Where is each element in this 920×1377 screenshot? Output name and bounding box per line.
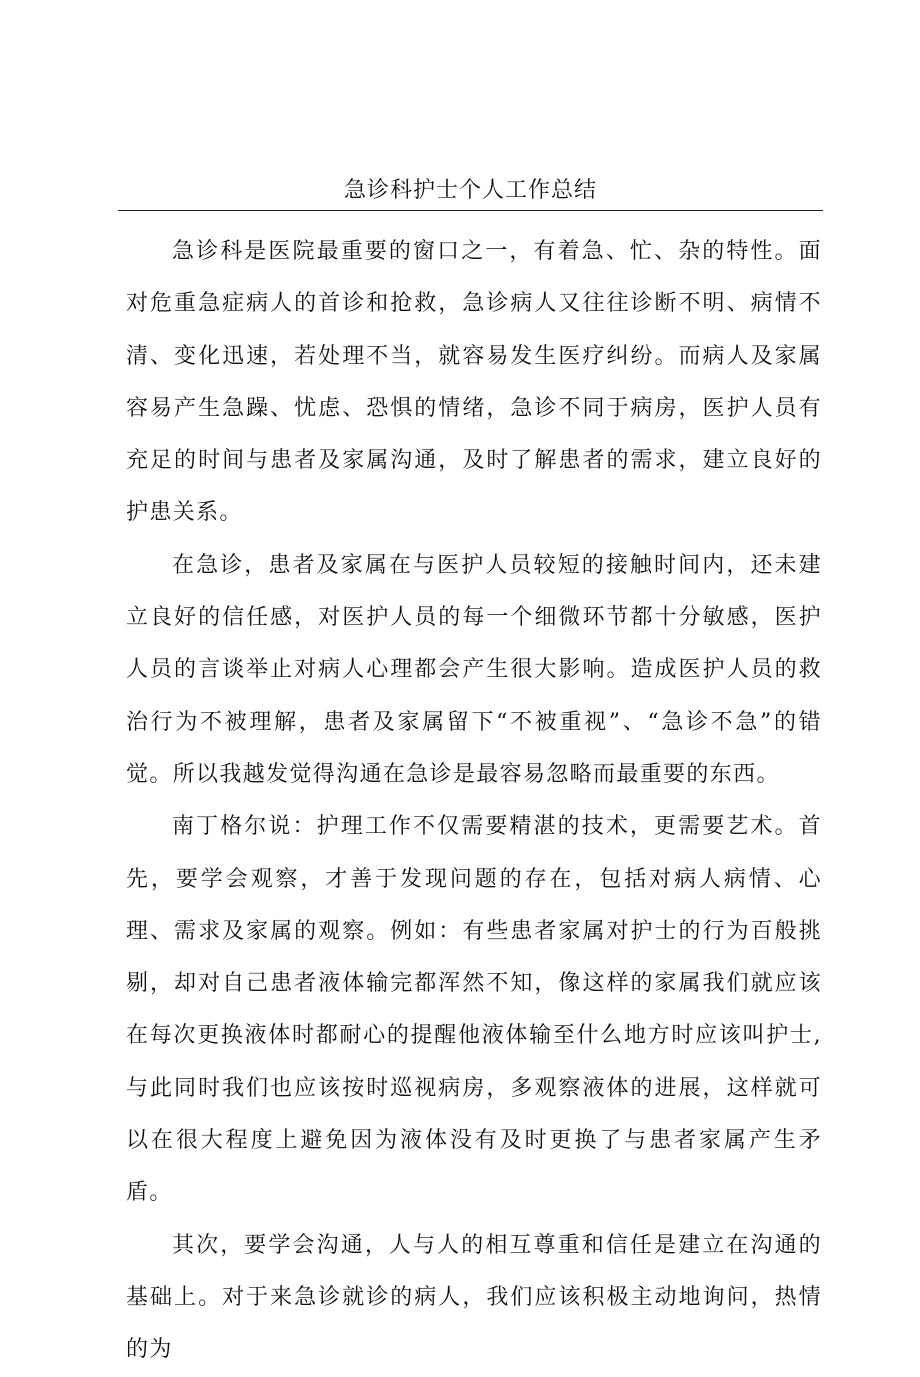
paragraph-2: 在急诊，患者及家属在与医护人员较短的接触时间内，还未建立良好的信任感，对医护人员的每一个细微环节都十分敏感，医护人员的言谈举止对病人心理都会产生很大影响。造成医护人员的救治行为不被理解，患者及家属留下“不被重视”、“急诊不急”的错觉。所以我越发觉得沟通在急诊是最容易忽略而最重要的东西。	[126, 552, 822, 787]
paragraph-1: 急诊科是医院最重要的窗口之一，有着急、忙、杂的特性。面对危重急症病人的首诊和抢救，急诊病人又往往诊断不明、病情不清、变化迅速，若处理不当，就容易发生医疗纠纷。而病人及家属容易产生急躁、忧虑、恐惧的情绪，急诊不同于病房，医护人员有充足的时间与患者及家属沟通，及时了解患者的需求，建立良好的护患关系。	[126, 239, 822, 526]
paragraph-3: 南丁格尔说：护理工作不仅需要精湛的技术，更需要艺术。首先，要学会观察，才善于发现问题的存在，包括对病人病情、心理、需求及家属的观察。例如：有些患者家属对护士的行为百般挑剔，却对自己患者液体输完都浑然不知，像这样的家属我们就应该在每次更换液体时都耐心的提醒他液体输至什么地方时应该叫护士,与此同时我们也应该按时巡视病房，多观察液体的进展，这样就可以在很大程度上避免因为液体没有及时更换了与患者家属产生矛盾。	[126, 814, 822, 1206]
document-title: 急诊科护士个人工作总结	[343, 178, 597, 203]
title-underline	[118, 210, 823, 211]
paragraph-4: 其次，要学会沟通，人与人的相互尊重和信任是建立在沟通的基础上。对于来急诊就诊的病人，我们应该积极主动地询问，热情的为	[126, 1232, 822, 1363]
document-body	[126, 226, 822, 1377]
